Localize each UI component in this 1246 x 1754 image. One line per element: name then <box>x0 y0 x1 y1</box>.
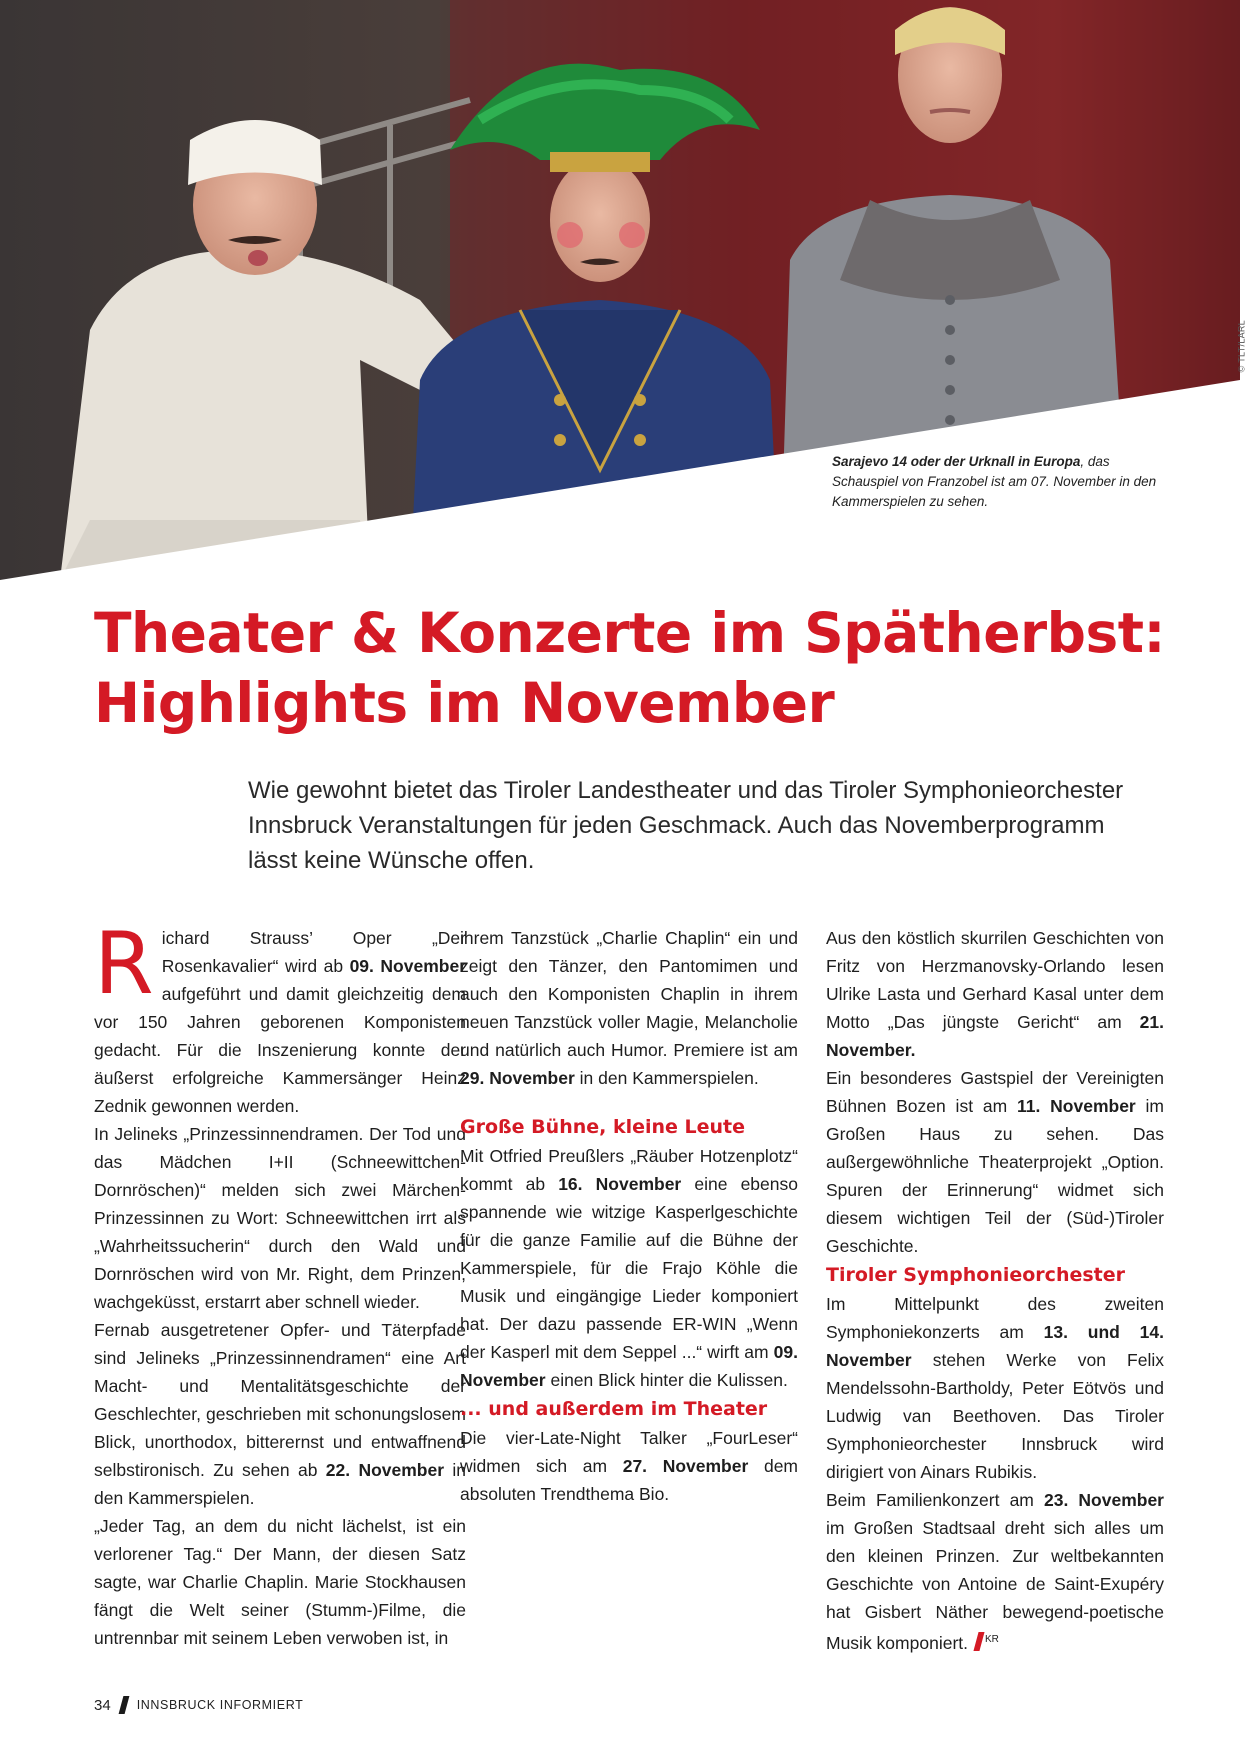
date-highlight: 21. November. <box>826 1012 1164 1060</box>
text: im Großen Haus zu sehen. Das außergewöhnliche Theaterprojekt „Option. Spuren der Erinnerung“ widmet sich diesem wichtigen Teil der (Süd-)Tiroler Geschichte. <box>826 1096 1165 1256</box>
paragraph: In Jelineks „Prinzessinnendramen. Der Tod und das Mädchen I+II (Schneewittchen-Dornröschen)“ melden sich zwei Märchen-Prinzessinnen zu Wort: Schneewittchen irrt als „Wahrheitssucherin“ durch den Wald und Dornröschen wird von Mr. Right, dem Prinzen, wachgeküsst, erstarrt aber schnell wieder. <box>94 1124 466 1312</box>
text: dem absoluten Trendthema Bio. <box>460 1456 798 1504</box>
text: einen Blick hinter die Kulissen. <box>545 1370 788 1390</box>
photo-caption <box>832 452 1162 512</box>
paragraph-continued: ihrem Tanzstück „Charlie Chaplin“ ein und zeigt den Tänzer, den Pantomimen und auch den Komponisten Chaplin in ihrem neuen Tanzstück voller Magie, Melancholie und natürlich auch Humor. Premiere ist am 29. November in den Kammerspielen. <box>460 928 798 1088</box>
slash-icon <box>118 1696 129 1714</box>
text: in den Kammerspielen. <box>94 1460 466 1508</box>
end-mark-icon <box>973 1632 984 1651</box>
paragraph <box>826 924 1164 1064</box>
intro-paragraph: Wie gewohnt bietet das Tiroler Landestheater und das Tiroler Symphonieorchester Innsbruck Veranstaltungen für jeden Geschmack. Auch das Novemberprogramm lässt keine Wünsche offen. <box>248 777 1124 874</box>
article-column-1 <box>94 914 467 1652</box>
text: Ein besonderes Gastspiel der Vereinigten Bühnen Bozen ist am <box>826 1068 1164 1116</box>
article-column-3 <box>826 924 1164 1657</box>
text: ichard Strauss’ Oper „Der Rosenkavalier“ wird ab <box>161 928 466 976</box>
page-number: 34 <box>94 1696 111 1714</box>
date-highlight: 16. November <box>558 1174 682 1194</box>
text: Fernab ausgetretener Opfer- und Täterpfade sind Jelineks „Prinzessinnendramen“ eine Art Macht- und Mentalitätsgeschichte der Geschlechter, geschrieben mit schonungslosem Blick, unorthodox, bitterernst und entwaffnend selbstironisch. Zu sehen ab <box>94 1320 466 1480</box>
paragraph <box>826 1064 1164 1260</box>
text: aufgeführt und damit gleichzeitig dem vor 150 Jahren geborenen Komponisten gedacht. Für die Inszenierung konnte der äußerst erfolgreiche Kammersänger Heinz Zednik gewonnen werden. <box>94 984 466 1116</box>
text: Im Mittelpunkt des zweiten Symphoniekonzerts am <box>826 1294 1164 1342</box>
section-heading: Große Bühne, kleine Leute <box>460 1116 746 1138</box>
title-line-1: Theater & Konzerte im Spätherbst: <box>94 601 1166 665</box>
date-highlight: 11. November <box>1016 1096 1136 1116</box>
dropcap: R <box>94 914 154 1014</box>
date-highlight: 09. November <box>349 956 467 976</box>
date-highlight: 22. November <box>325 1460 445 1480</box>
section-heading: ... und außerdem im Theater <box>460 1398 768 1420</box>
photo-credit: © TLT/LARL <box>1236 320 1246 373</box>
caption-text: , das Schauspiel von Franzobel ist am 07. November in den Kammerspielen zu sehen. <box>832 454 1157 509</box>
page-title <box>94 598 1174 738</box>
date-highlight: 23. November <box>1043 1490 1164 1510</box>
text: Mit Otfried Preußlers „Räuber Hotzenplotz“ kommt ab <box>460 1146 798 1194</box>
paragraph <box>94 1316 466 1512</box>
date-highlight: 13. und 14. November <box>826 1322 1164 1370</box>
hero-photo <box>0 0 1246 580</box>
page-footer <box>94 1696 303 1714</box>
text: Aus den köstlich skurrilen Geschichten von Fritz von Herzmanovsky-Orlando lesen Ulrike Lasta und Gerhard Kasal unter dem Motto „Das jüngste Gericht“ am <box>826 928 1164 1032</box>
article-column-2-flow <box>460 924 798 1508</box>
paragraph <box>826 1486 1164 1657</box>
text: stehen Werke von Felix Mendelssohn-Bartholdy, Peter Eötvös und Ludwig van Beethoven. Das Tiroler Symphonieorchester Innsbruck wird dirigiert von Ainars Rubikis. <box>826 1350 1164 1482</box>
text: Beim Familienkonzert am <box>826 1490 1044 1510</box>
date-highlight: 09. November <box>460 1342 798 1390</box>
paragraph <box>94 914 467 1120</box>
paragraph <box>460 1424 798 1508</box>
date-highlight: 27. November <box>622 1456 749 1476</box>
section-heading: Tiroler Symphonieorchester <box>826 1264 1125 1286</box>
text: Die vier-Late-Night Talker „FourLeser“ widmen sich am <box>460 1428 798 1476</box>
caption-title: Sarajevo 14 oder der Urknall in Europa <box>832 454 1081 469</box>
text: im Großen Stadtsaal dreht sich alles um den kleinen Prinzen. Zur weltbekannten Geschichte von Antoine de Saint-Exupéry hat Gisbert Näther bewegend-poetische Musik komponiert. <box>826 1518 1164 1653</box>
paragraph <box>826 1290 1164 1486</box>
title-line-2: Highlights im November <box>94 671 835 735</box>
text: eine ebenso spannende wie witzige Kasperlgeschichte für die ganze Familie auf die Bühne der Kammerspiele, für die Frajo Köhle die Musik und eingängige Lieder komponiert hat. Der dazu passende ER-WIN „Wenn der Kasperl mit dem Seppel ...“ wirft am <box>460 1174 798 1362</box>
author-initials: KR <box>985 1634 999 1645</box>
paragraph: „Jeder Tag, an dem du nicht lächelst, ist ein verlorener Tag.“ Der Mann, der diesen Satz sagte, war Charlie Chaplin. Marie Stockhausen fängt die Welt seiner (Stumm-)Filme, die untrennbar mit seinem Leben verwoben ist, in <box>94 1516 466 1648</box>
publication-name: INNSBRUCK INFORMIERT <box>136 1698 304 1712</box>
paragraph <box>460 1142 798 1394</box>
